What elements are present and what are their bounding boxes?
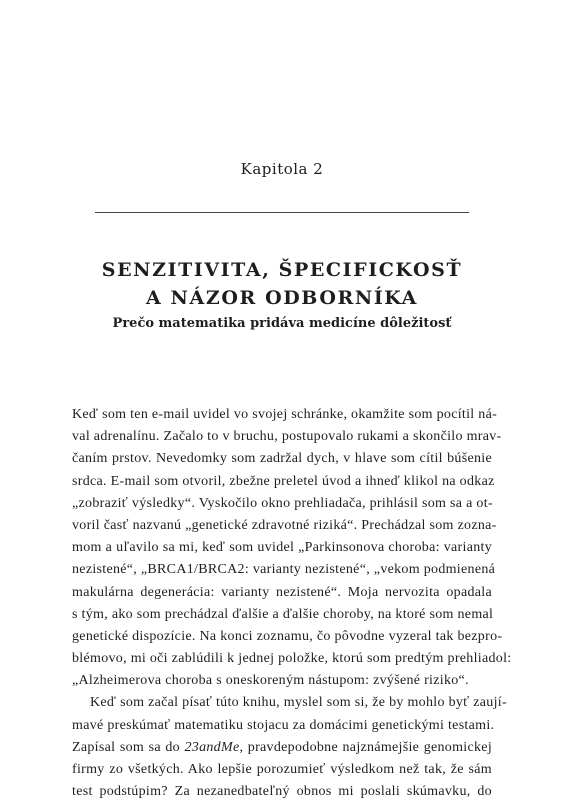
text-line: blémovo, mi oči zablúdili k jednej položke, ktorú som predtým prehliadol:: [72, 651, 512, 667]
text-line: Keď som ten e-mail uvidel vo svojej schránke, okamžite som pocítil ná-: [72, 407, 498, 422]
text-line: čaním prstov. Nevedomky som zadržal dych, v hlave som cítil búšenie: [72, 451, 492, 467]
chapter-title: [0, 256, 564, 312]
chapter-subtitle: Prečo matematika pridáva medicíne dôležitosť: [112, 316, 452, 331]
chapter-title-line-2: A NÁZOR ODBORNÍKA: [145, 287, 418, 309]
text-line: nezistené“, „BRCA1/BRCA2: varianty nezistené“, „vekom podmienená: [72, 562, 496, 578]
text-line: „Alzheimerova choroba s oneskoreným nástupom: zvýšené riziko“.: [72, 673, 469, 689]
text-line: genetické dispozície. Na konci zoznamu, čo pôvodne vyzeral tak bezpro-: [72, 628, 503, 644]
body-text: [72, 404, 512, 803]
text-line: srdca. E-mail som otvoril, zbežne preletel úvod a ihneď klikol na odkaz: [72, 473, 495, 489]
text-line: Keď som začal písať túto knihu, myslel som si, že by mohlo byť zaují-: [90, 695, 507, 711]
chapter-title-line-1: SENZITIVITA, ŠPECIFICKOSŤ: [101, 259, 463, 281]
text-line: firmy zo všetkých. Ako lepšie porozumieť výsledkom než tak, že sám: [72, 762, 492, 777]
text-line: mom a uľavilo sa mi, keď som uvidel „Parkinsonova choroba: varianty: [72, 540, 492, 556]
text-line: mavé preskúmať matematiku stojacu za domácimi genetickými testami.: [72, 717, 495, 733]
chapter-label: Kapitola 2: [240, 160, 324, 178]
text-line: test podstúpim? Za nezanedbateľný obnos mi poslali skúmavku, do: [72, 784, 492, 800]
company-name: 23andMe: [184, 739, 240, 755]
text-line: s tým, ako som prechádzal ďalšie a ďalšie choroby, na ktoré som nemal: [72, 606, 494, 622]
text-line: „zobraziť výsledky“. Vyskočilo okno prehliadača, prihlásil som sa a ot-: [72, 495, 493, 511]
chapter-divider: [95, 212, 469, 213]
text-line: makulárna degenerácia: varianty nezistené“. Moja nervozita opadala: [72, 584, 492, 600]
text-line: val adrenalínu. Začalo to v bruchu, postupovalo rukami a skončilo mrav-: [72, 429, 502, 445]
text-line: Zapísal som sa do 23andMe, pravdepodobne najznámejšie genomickej: [72, 739, 493, 755]
text-line: voril časť nazvanú „genetické zdravotné riziká“. Prechádzal som zozna-: [72, 517, 497, 533]
